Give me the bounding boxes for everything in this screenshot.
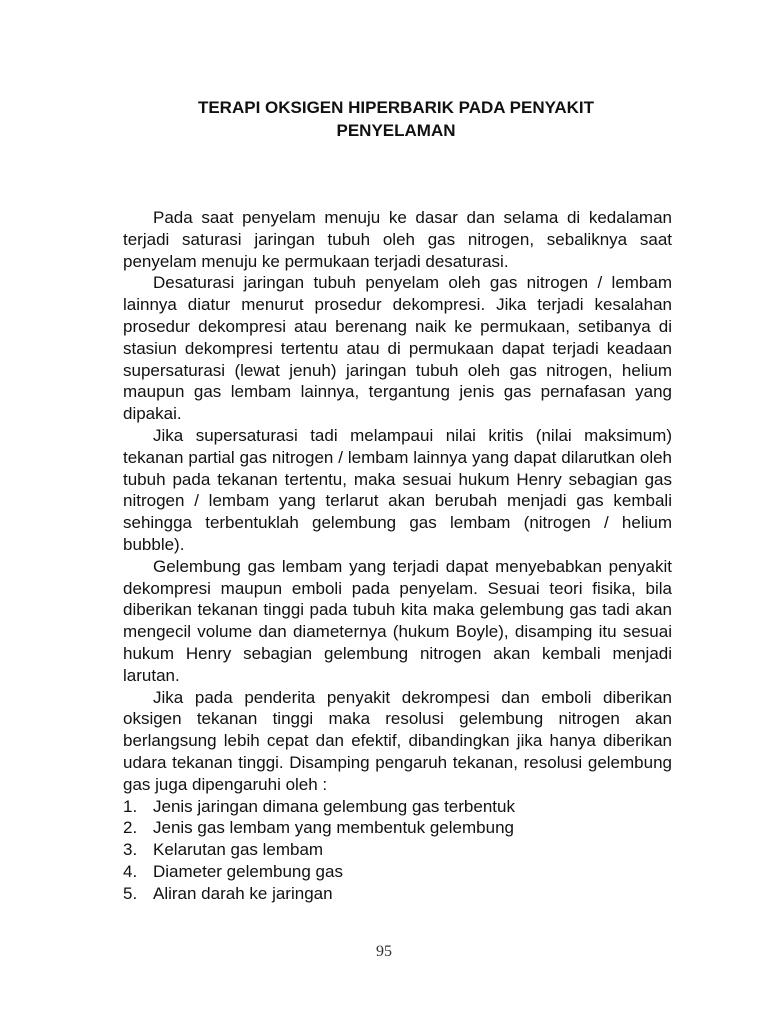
list-item: [123, 883, 672, 905]
title-line-2: PENYELAMAN: [336, 121, 456, 140]
title-line-1: TERAPI OKSIGEN HIPERBARIK PADA PENYAKIT: [197, 98, 595, 117]
page-title: [120, 96, 672, 142]
factor-list: [123, 796, 672, 905]
list-text: Kelarutan gas lembam: [153, 840, 324, 860]
paragraph-5: Jika pada penderita penyakit dekrompesi dan emboli diberikan oksigen tekanan tinggi maka resolusi gelembung nitrogen akan berlangsung lebih cepat dan efektif, dibandingkan jika hanya diberikan udara tekanan tinggi. Disamping pengaruh tekanan, resolusi gelembung gas juga dipengaruhi oleh :: [123, 687, 672, 794]
list-number: 3.: [123, 840, 138, 860]
list-number: 5.: [123, 883, 138, 903]
list-text: Aliran darah ke jaringan: [153, 883, 333, 903]
list-text: Jenis jaringan dimana gelembung gas terbentuk: [153, 796, 515, 816]
list-text: Diameter gelembung gas: [153, 861, 343, 881]
paragraph-3: Jika supersaturasi tadi melampaui nilai kritis (nilai maksimum) tekanan partial gas nitrogen / lembam lainnya yang dapat dilarutkan oleh tubuh pada tekanan tertentu, maka sesuai hukum Henry sebagian gas nitrogen / lembam yang terlarut akan berubah menjadi gas kembali sehingga terbentuklah gelembung gas lembam (nitrogen / helium bubble).: [123, 425, 672, 554]
paragraph-1: Pada saat penyelam menuju ke dasar dan selama di kedalaman terjadi saturasi jaringan tubuh oleh gas nitrogen, sebaliknya saat penyelam menuju ke permukaan terjadi desaturasi.: [123, 208, 672, 271]
list-number: 4.: [123, 861, 138, 881]
list-number: 2.: [123, 818, 138, 838]
paragraph-2: Desaturasi jaringan tubuh penyelam oleh gas nitrogen / lembam lainnya diatur menurut prosedur dekompresi. Jika terjadi kesalahan prosedur dekompresi atau berenang naik ke permukaan, setibanya di stasiun dekompresi tertentu atau di permukaan dapat terjadi keadaan supersaturasi (lewat jenuh) jaringan tubuh oleh gas nitrogen, helium maupun gas lembam lainnya, tergantung jenis gas pernafasan yang dipakai.: [123, 273, 672, 424]
body-text: [123, 207, 672, 905]
paragraph-4: Gelembung gas lembam yang terjadi dapat menyebabkan penyakit dekompresi maupun emboli pada penyelam. Sesuai teori fisika, bila diberikan tekanan tinggi pada tubuh kita maka gelembung gas tadi akan mengecil volume dan diameternya (hukum Boyle), disamping itu sesuai hukum Henry sebagian gelembung nitrogen akan kembali menjadi larutan.: [123, 556, 672, 685]
list-text: Jenis gas lembam yang membentuk gelembung: [153, 818, 514, 838]
list-item: [123, 839, 672, 861]
list-item: [123, 861, 672, 883]
page-number: 95: [376, 943, 392, 960]
list-item: [123, 817, 672, 839]
list-number: 1.: [123, 796, 138, 816]
list-item: [123, 796, 672, 818]
